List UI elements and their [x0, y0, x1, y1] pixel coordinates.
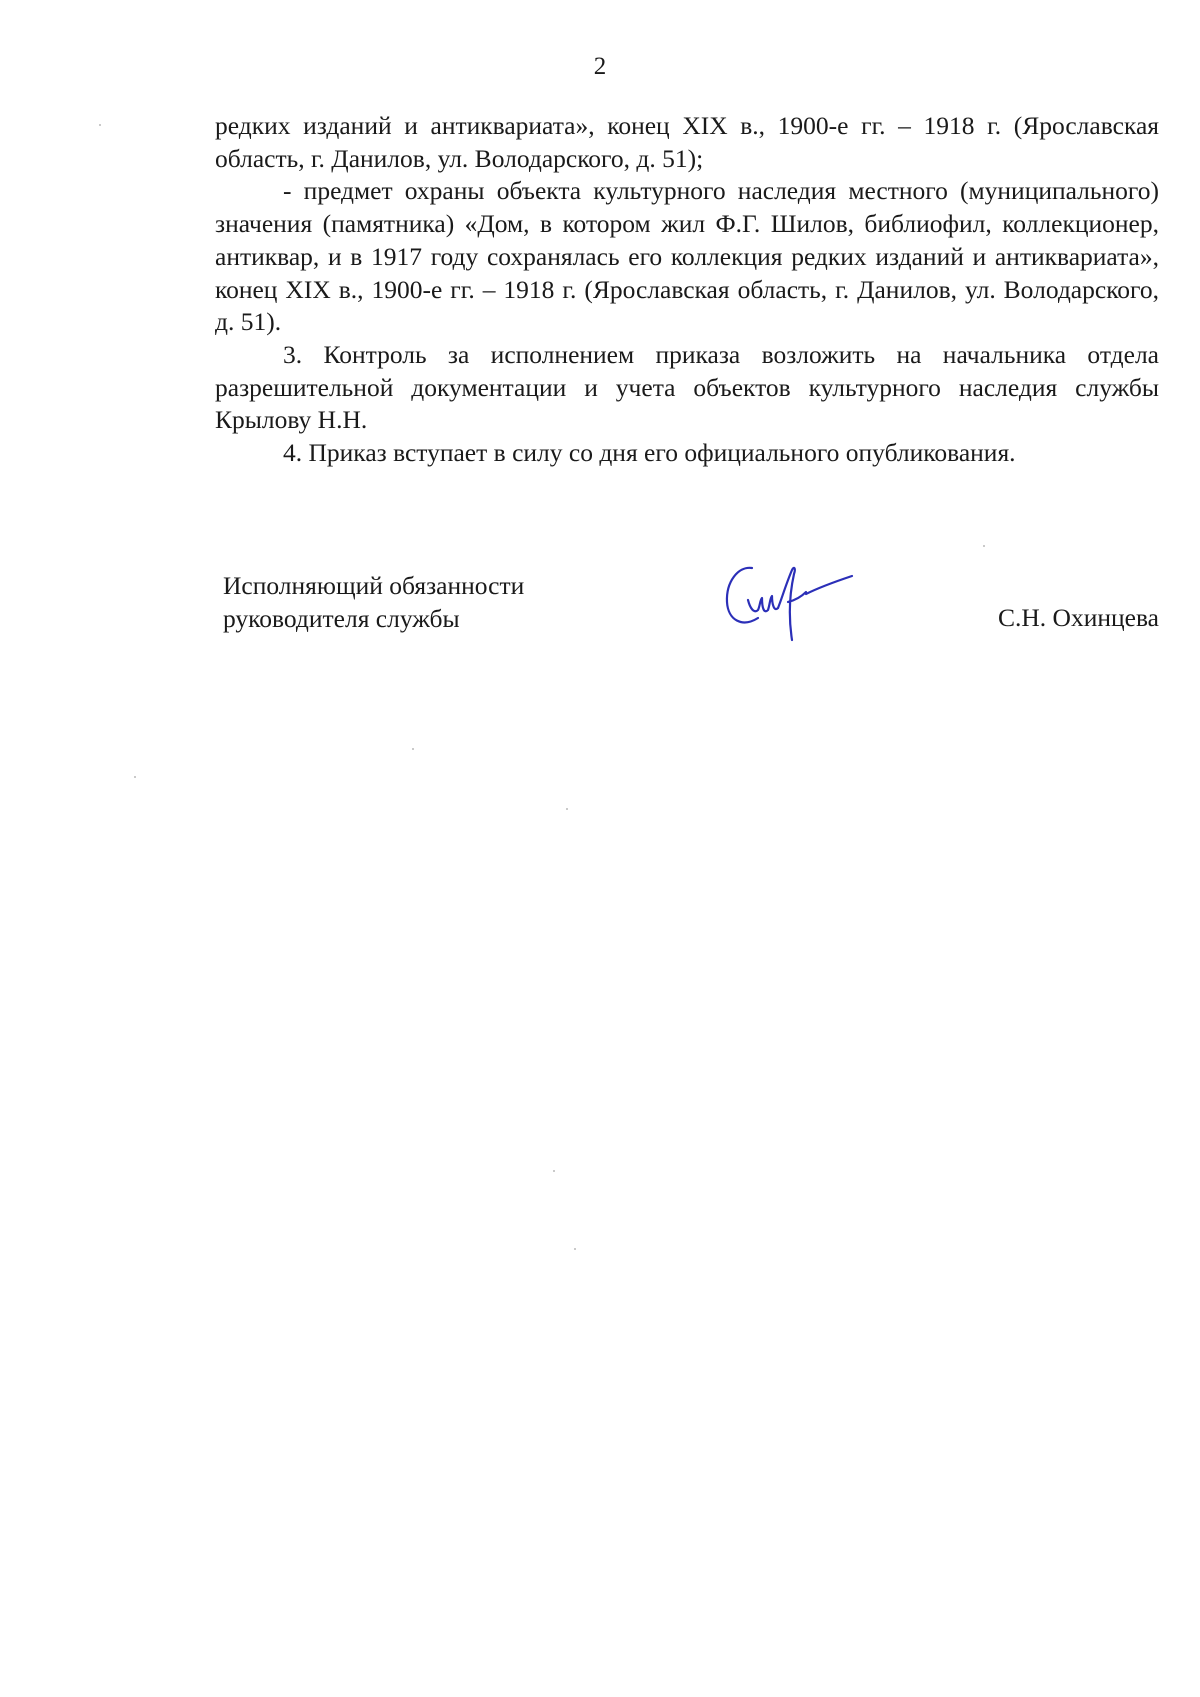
- paragraph-item-4: 4. Приказ вступает в силу со дня его официального опубликования.: [283, 438, 1016, 468]
- signature-position: [223, 570, 524, 635]
- paragraph-protection-subject: - предмет охраны объекта культурного наследия местного (муниципального) значения (памятника) «Дом, в котором жил Ф.Г. Шилов, библиофил, коллекционер, антиквар, и в 1917 году сохранялась его коллекция редких изданий и антиквариата», конец XIX в., 1900-е гг. – 1918 г. (Ярославская область, г. Данилов, ул. Володарского, д. 51).: [215, 176, 1159, 337]
- handwritten-signature: [722, 558, 862, 642]
- scan-speck: [983, 545, 985, 547]
- scan-speck: [134, 776, 136, 778]
- position-line-2: руководителя службы: [223, 603, 460, 633]
- scan-speck: [99, 124, 101, 126]
- signer-name: С.Н. Охинцева: [998, 603, 1159, 632]
- page-number: 2: [593, 53, 607, 80]
- document-body: [215, 110, 1159, 470]
- paragraph-item-3: 3. Контроль за исполнением приказа возложить на начальника отдела разрешительной документации и учета объектов культурного наследия службы Крылову Н.Н.: [215, 339, 1159, 435]
- position-line-1: Исполняющий обязанности: [223, 571, 525, 600]
- scan-speck: [412, 748, 414, 750]
- scan-speck: [566, 808, 568, 810]
- paragraph-continuation: редких изданий и антиквариата», конец XIX в., 1900-е гг. – 1918 г. (Ярославская область, г. Данилов, ул. Володарского, д. 51);: [215, 111, 1159, 173]
- scan-speck: [574, 1248, 576, 1250]
- scan-speck: [553, 1170, 555, 1172]
